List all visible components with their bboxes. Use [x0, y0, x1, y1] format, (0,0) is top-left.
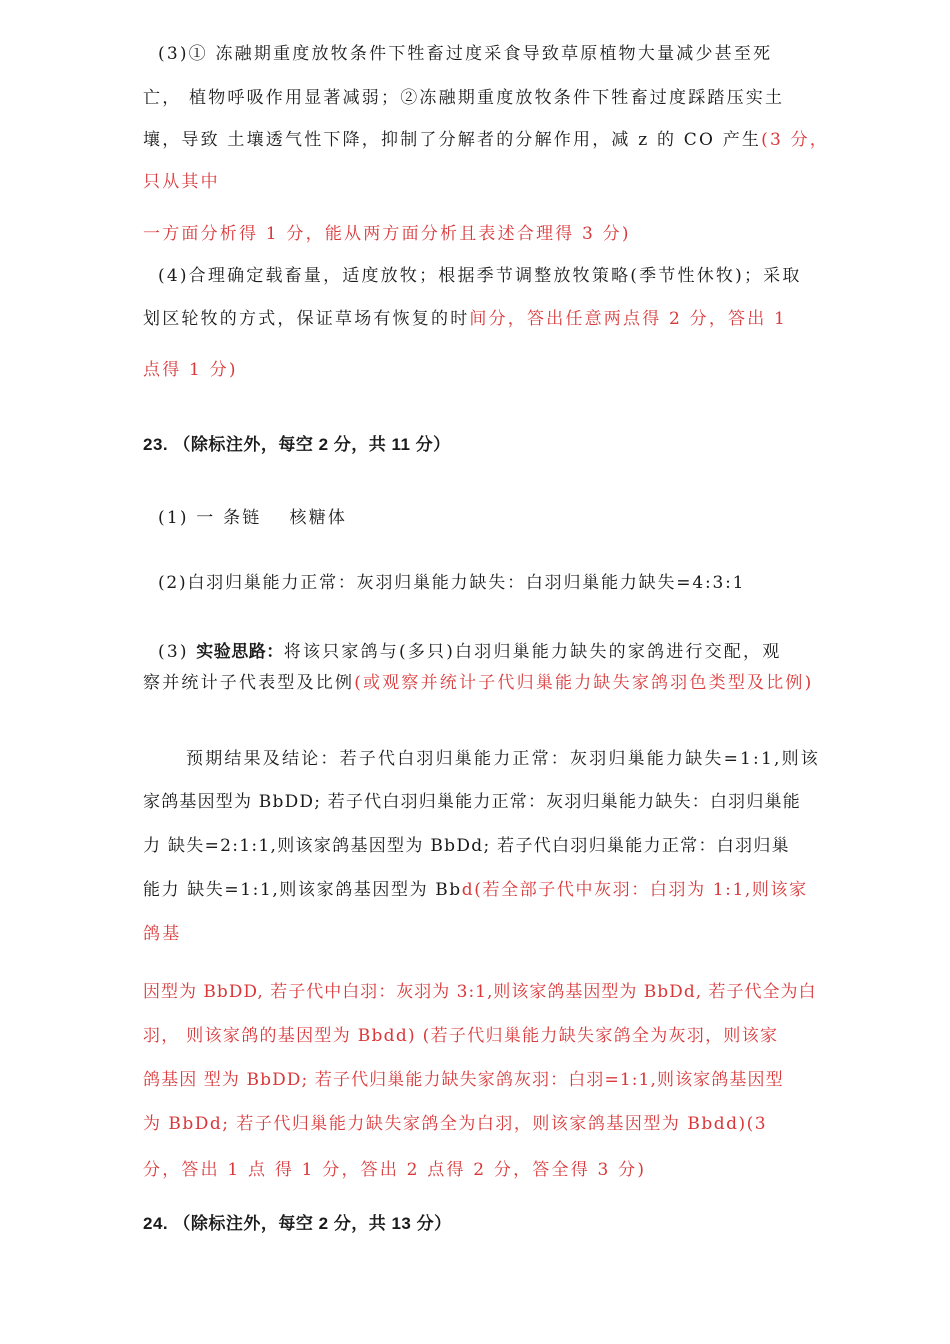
- q23-answer3-alt-note: (或观察并统计子代归巢能力缺失家鸽羽色类型及比例): [354, 673, 814, 693]
- q23-answer3-line1: [158, 640, 781, 664]
- q23-result-line7: 羽， 则该家鸽的基因型为 Bbdd) (若子代归巢能力缺失家鸽全为灰羽，则该家: [143, 1026, 779, 1046]
- q23-result-line4: [143, 878, 808, 902]
- q23-answer1: [158, 506, 347, 530]
- q23-answer3-line2: [143, 671, 813, 695]
- q23-answer1-label: (1) 一 条链: [158, 508, 262, 528]
- q23-result-line8: 鸽基因 型为 BbDD; 若子代归巢能力缺失家鸽灰羽：白羽=1:1,则该家鸽基因型: [143, 1070, 784, 1090]
- q22-part4-score-line3: 点得 1 分): [143, 360, 238, 380]
- q22-part4-line2: [143, 307, 787, 331]
- q23-result-line2: 家鸽基因型为 BbDD; 若子代白羽归巢能力正常：灰羽归巢能力缺失：白羽归巢能: [143, 792, 801, 812]
- q23-heading: 23. （除标注外，每空 2 分，共 11 分）: [143, 435, 451, 454]
- q23-result-line5: 鸽基: [143, 924, 182, 944]
- q22-part4-line1: (4)合理确定载畜量，适度放牧；根据季节调整放牧策略(季节性休牧)；采取: [158, 266, 802, 286]
- q22-part3-score-note: (3 分，: [761, 130, 829, 150]
- q23-answer1-value: 核糖体: [289, 508, 348, 528]
- q23-answer3-experiment-label: 实验思路：: [196, 642, 284, 662]
- q23-result-line3: 力 缺失=2:1:1,则该家鸽基因型为 BbDd; 若子代白羽归巢能力正常：白羽归巢: [143, 836, 790, 856]
- q22-part3-line2: 亡， 植物呼吸作用显著减弱；②冻融期重度放牧条件下牲畜过度踩踏压实土: [143, 88, 785, 108]
- q23-result-line10: 分，答出 1 点 得 1 分，答出 2 点得 2 分，答全得 3 分): [143, 1160, 647, 1180]
- q23-result-line4-text: 能力 缺失=1:1,则该家鸽基因型为 Bb: [143, 880, 462, 900]
- q22-part3-line3-text: 壤，导致 土壤透气性下降，抑制了分解者的分解作用，减 z 的 CO 产生: [143, 130, 762, 150]
- q23-result-line4-note: d(若全部子代中灰羽：白羽为 1:1,则该家: [461, 880, 808, 900]
- q23-answer2: (2)白羽归巢能力正常：灰羽归巢能力缺失：白羽归巢能力缺失=4:3:1: [158, 573, 746, 593]
- q22-part4-score-note: 间分，答出任意两点得 2 分，答出 1: [469, 309, 788, 329]
- q22-part3-score-line4: 只从其中: [143, 172, 220, 192]
- q22-part3-line3: [143, 128, 829, 152]
- q24-heading: 24. （除标注外，每空 2 分，共 13 分）: [143, 1214, 452, 1233]
- q23-answer3-line2-text: 察并统计子代表型及比例: [143, 673, 355, 693]
- q22-part4-line2-text: 划区轮牧的方式，保证草场有恢复的时: [143, 309, 470, 329]
- q22-part3-score-line5: 一方面分析得 1 分，能从两方面分析且表述合理得 3 分): [143, 224, 631, 244]
- q23-answer3-prefix: (3): [158, 642, 197, 662]
- q23-answer3-text: 将该只家鸽与(多只)白羽归巢能力缺失的家鸽进行交配，观: [283, 642, 782, 662]
- q23-result-line1: 预期结果及结论：若子代白羽归巢能力正常：灰羽归巢能力缺失=1:1,则该: [186, 749, 821, 769]
- q23-result-line6: 因型为 BbDD, 若子代中白羽：灰羽为 3:1,则该家鸽基因型为 BbDd, 若子代全为白: [143, 982, 817, 1002]
- q22-part3-line1: (3)① 冻融期重度放牧条件下牲畜过度采食导致草原植物大量减少甚至死: [158, 44, 773, 64]
- q23-result-line9: 为 BbDd; 若子代归巢能力缺失家鸽全为白羽，则该家鸽基因型为 Bbdd)(3: [143, 1114, 768, 1134]
